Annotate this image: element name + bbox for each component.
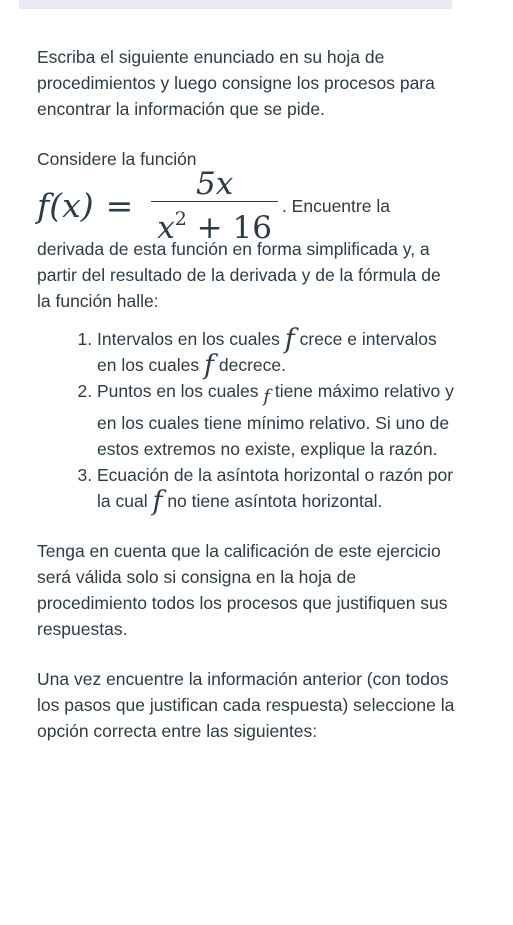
note-paragraph: Tenga en cuenta que la calificación de este ejercicio será válida solo si consigna en la hoja de procedimiento todos los procesos que justifiquen sus respuestas. [37,541,448,639]
top-banner-strip [19,0,452,9]
question-body [37,44,457,744]
equals-sign: = [105,186,134,225]
list-item: 1. Intervalos en los cuales f crece e intervalos en los cuales f decrece. [97,326,457,378]
derivative-text: derivada de esta función en forma simplificada y, a partir del resultado de la derivada y de la fórmula de la función halle: [37,239,441,311]
list-item: 3. Ecuación de la asíntota horizontal o razón por la cual f no tiene asíntota horizontal. [97,462,457,514]
function-suffix: . Encuentre la [281,196,390,216]
fraction-numerator: 5x [195,166,234,202]
requirements-list [37,324,457,517]
function-lhs: f(x) [37,186,94,225]
fraction [151,167,278,245]
intro-paragraph: Escriba el siguiente enunciado en su hoja de procedimientos y luego consigne los procesos para encontrar la información que se pide. [37,47,435,119]
function-formula [37,166,457,246]
fraction-denominator: $x^2 + 16$ [157,208,272,246]
list-item: 2. Puntos en los cuales f tiene máximo relativo y en los cuales tiene mínimo relativo. Si uno de estos extremos no existe, explique la razón. [97,378,457,462]
consider-text: Considere la función [37,149,197,169]
final-paragraph: Una vez encuentre la información anterior (con todos los pasos que justifican cada respuesta) seleccione la opción correcta entre las siguientes: [37,669,455,741]
